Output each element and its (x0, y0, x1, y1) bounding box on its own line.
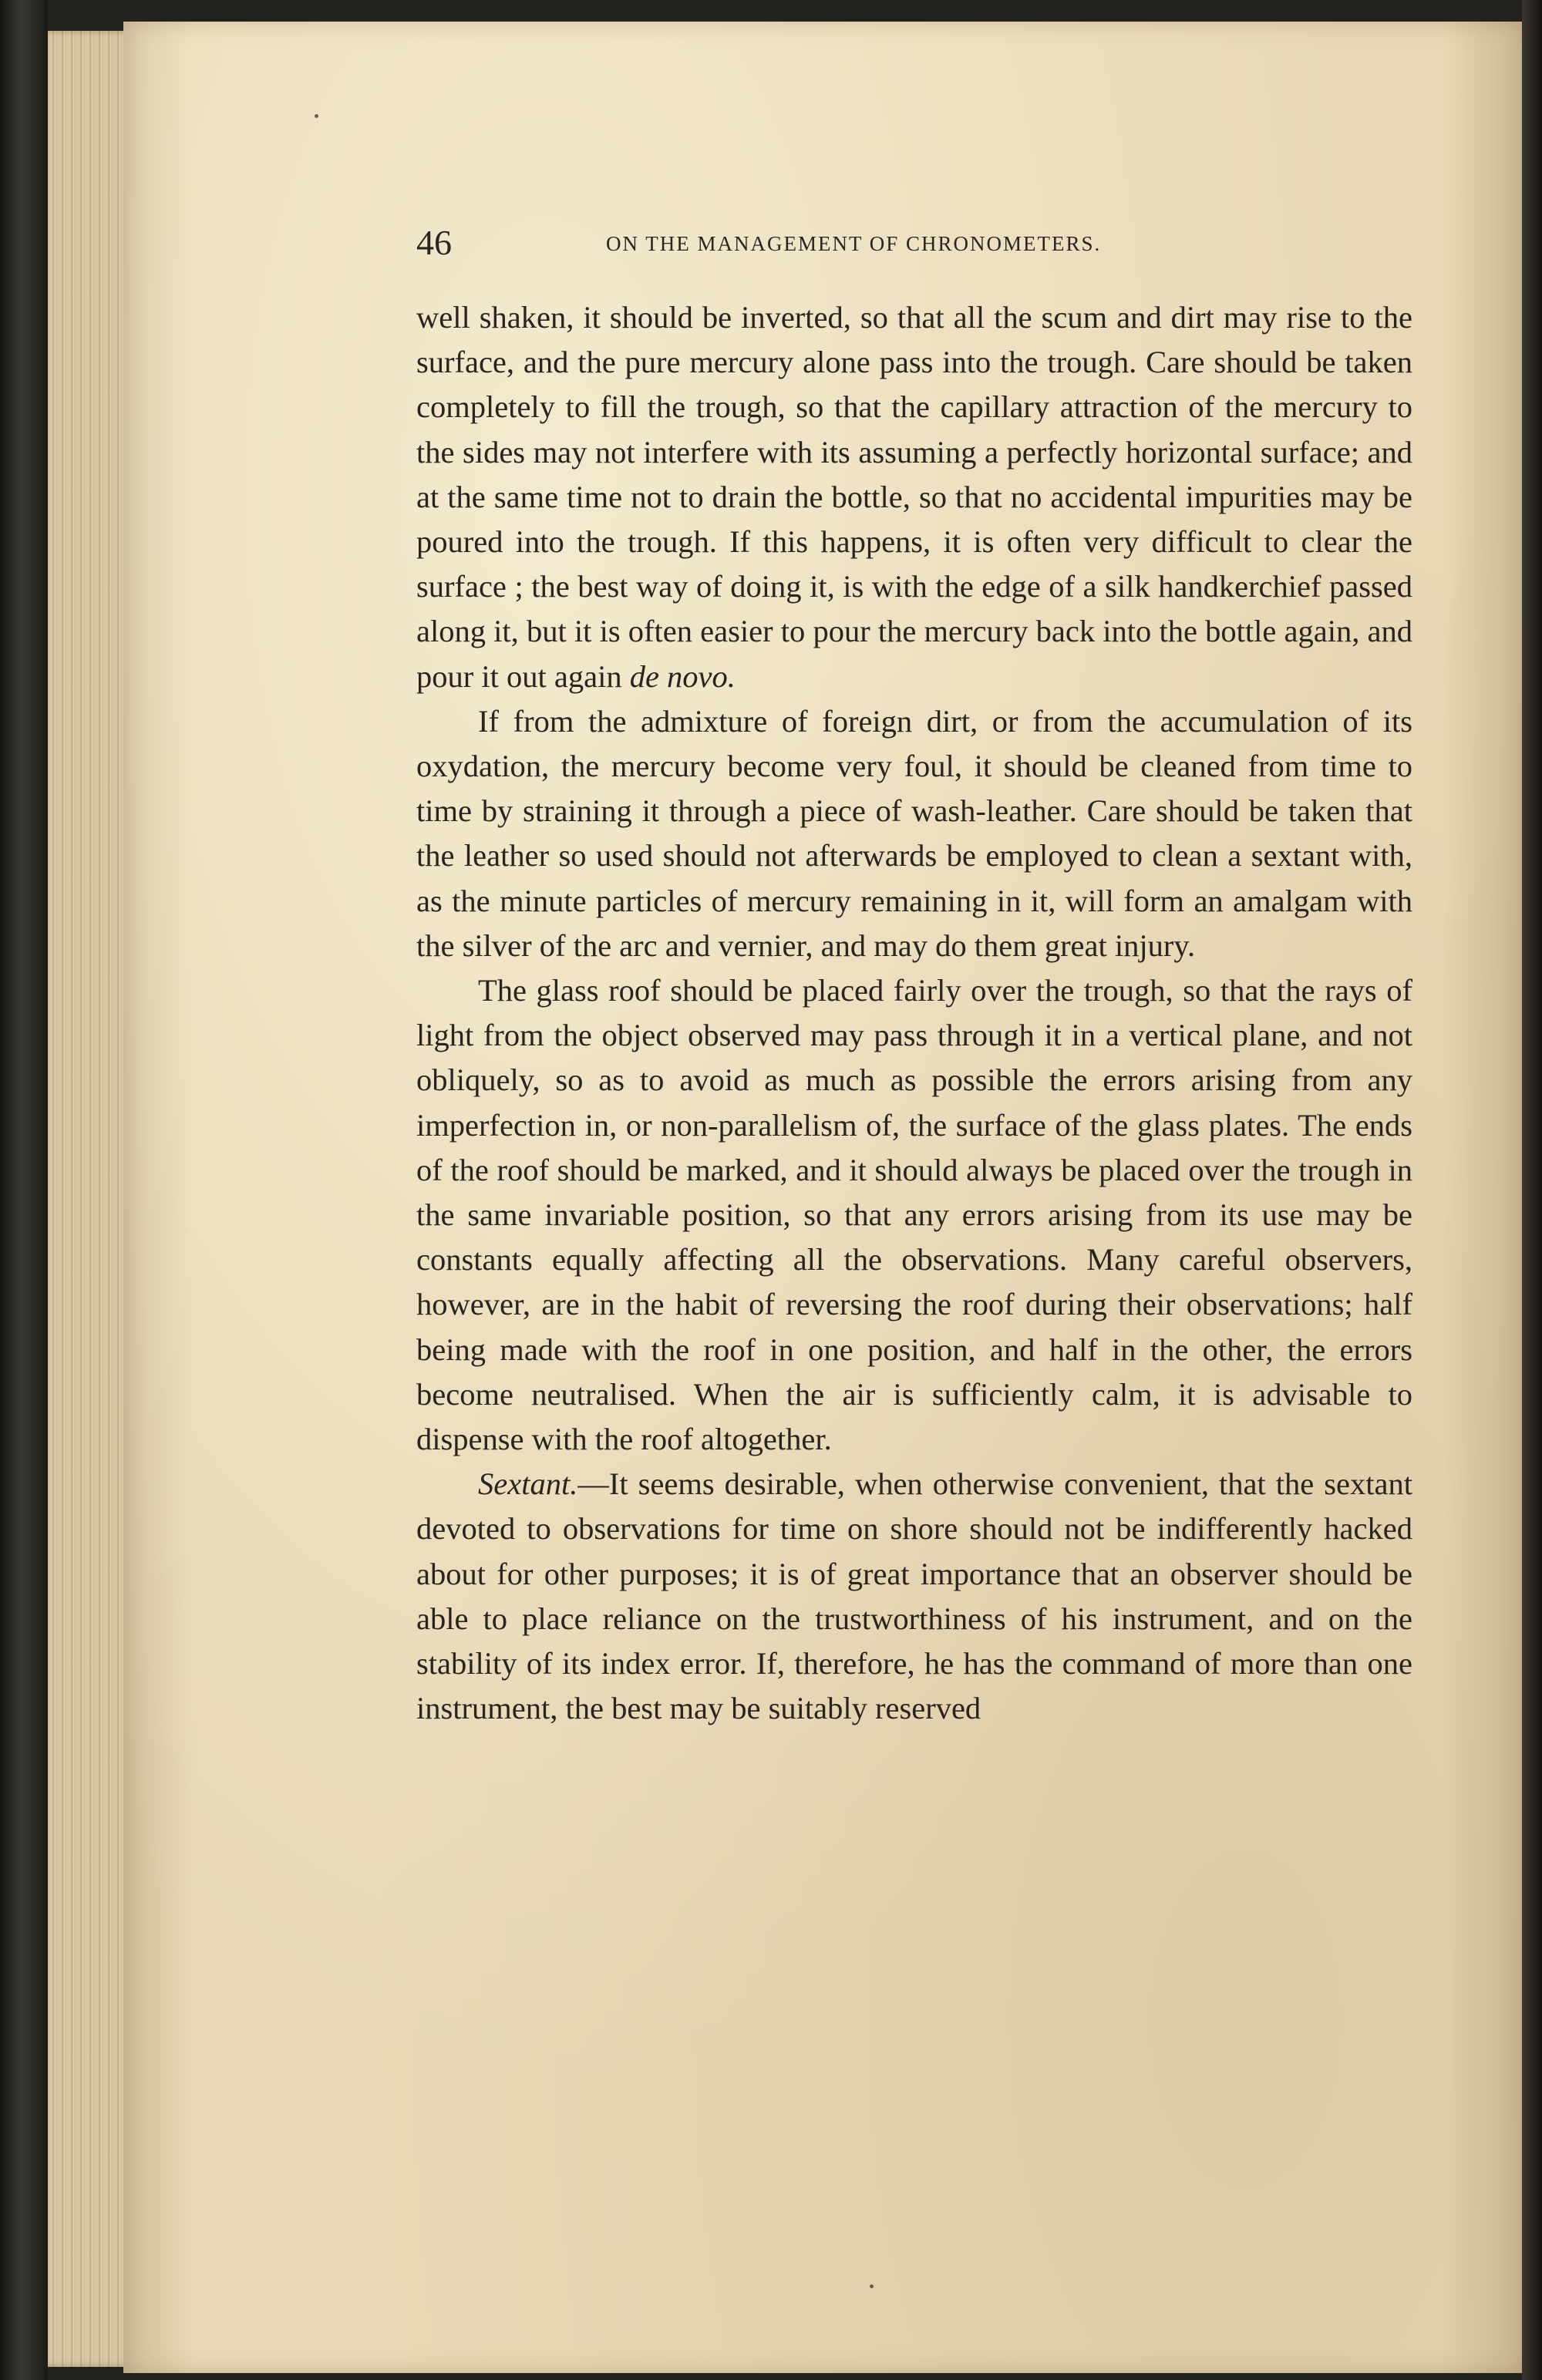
paper-speck (870, 2284, 874, 2288)
page-number: 46 (416, 223, 452, 262)
paragraph-1-italic: de novo. (629, 658, 736, 694)
paper-speck (315, 114, 318, 118)
running-title: ON THE MANAGEMENT OF CHRONOMETERS. (606, 232, 1102, 255)
paragraph-1-text: well shaken, it should be inverted, so that all the scum and dirt may rise to the surface, and the pure mercury alone pass into the trough. Care should be taken completely to fill the trough, so that the capillary attraction of the mercury to the sides may not interfere with its assuming a perfectly horizontal surface; and at the same time not to drain the bottle, so that no accidental impurities may be poured into the trough. If this happens, it is often very difficult to clear the surface ; the best way of doing it, is with the edge of a silk handkerchief passed along it, but it is often easier to pour the mercury back into the bottle again, and pour it out again (416, 300, 1412, 694)
running-head (416, 220, 1419, 266)
paragraph-4-text: —It seems desirable, when otherwise convenient, that the sextant devoted to observations for time on shore should not be indifferently hacked about for other purposes; it is of great importance that an observer should be able to place reliance on the trustworthiness of his instrument, and on the stability of its index error. If, therefore, he has the command of more than one instrument, the best may be suitably reserved (416, 1466, 1412, 1726)
sextant-heading: Sextant. (478, 1466, 578, 1502)
paragraph-1 (416, 295, 1412, 699)
paragraph-3: The glass roof should be placed fairly over the trough, so that the rays of light from the object observed may pass through it in a vertical plane, and not obliquely, so as to avoid as much as possible the errors arising from any imperfection in, or non-parallelism of, the surface of the glass plates. The ends of the roof should be marked, and it should always be placed over the trough in the same invariable position, so that any errors arising from its use may be constants equally affecting all the observations. Many careful observers, however, are in the habit of reversing the roof during their observations; half being made with the roof in one position, and half in the other, the errors become neutralised. When the air is sufficiently calm, it is advisable to dispense with the roof altogether. (416, 973, 1412, 1457)
body-text (416, 295, 1412, 1732)
right-shadow-edge (1522, 0, 1542, 2380)
paragraph-4 (416, 1462, 1412, 1731)
paragraph-2: If from the admixture of foreign dirt, or from the accumulation of its oxydation, the mercury become very foul, it should be cleaned from time to time by straining it through a piece of wash-leather. Care should be taken that the leather so used should not afterwards be employed to clean a sextant with, as the minute particles of mercury remaining in it, will form an amalgam with the silver of the arc and vernier, and may do them great injury. (416, 703, 1412, 963)
book-cover-edge (0, 0, 48, 2380)
